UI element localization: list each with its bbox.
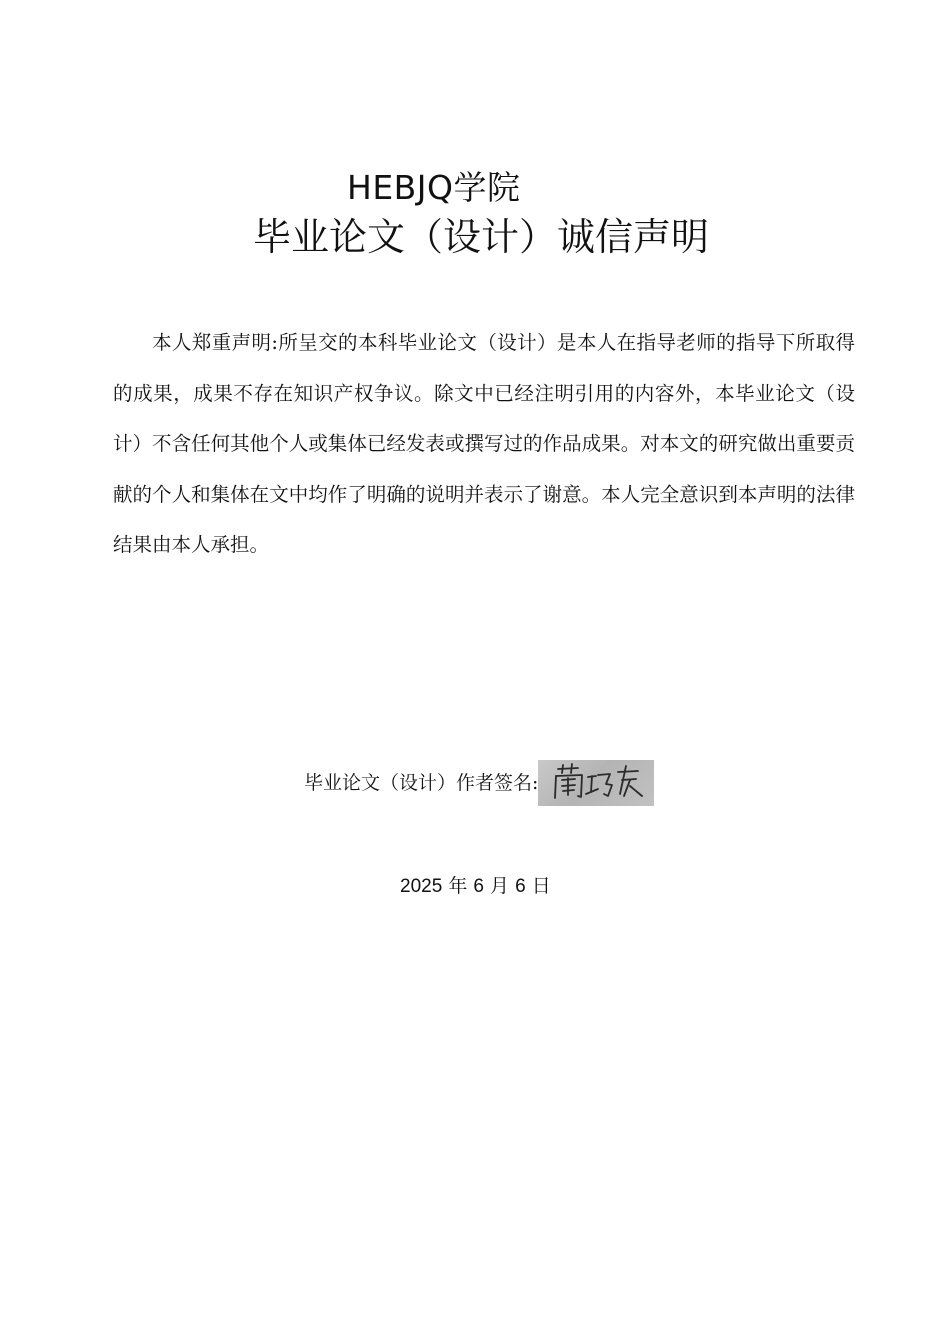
declaration-title: 毕业论文（设计）诚信声明 [253,215,710,259]
signature-label: 毕业论文（设计）作者签名: [304,772,539,794]
date-month: 6 [473,876,484,897]
signature-row [304,760,654,806]
declaration-body: 本人郑重声明:所呈交的本科毕业论文（设计）是本人在指导老师的指导下所取得的成果，成果不存在知识产权争议。除文中已经注明引用的内容外，本毕业论文（设计）不含任何其他个人或集体已经发表或撰写过的作品成果。对本文的研究做出重要贡献的个人和集体在文中均作了明确的说明并表示了谢意。本人完全意识到本声明的法律结果由本人承担。 [113,331,855,556]
signing-date [400,872,551,901]
date-year: 2025 [400,876,443,897]
date-month-unit: 月 [490,875,510,897]
institution-title: HEBJQ学院 [347,168,521,207]
signature-strokes [538,760,654,806]
date-year-unit: 年 [448,875,468,897]
date-day: 6 [515,876,526,897]
date-day-unit: 日 [531,875,551,897]
handwritten-signature-image [538,760,654,806]
